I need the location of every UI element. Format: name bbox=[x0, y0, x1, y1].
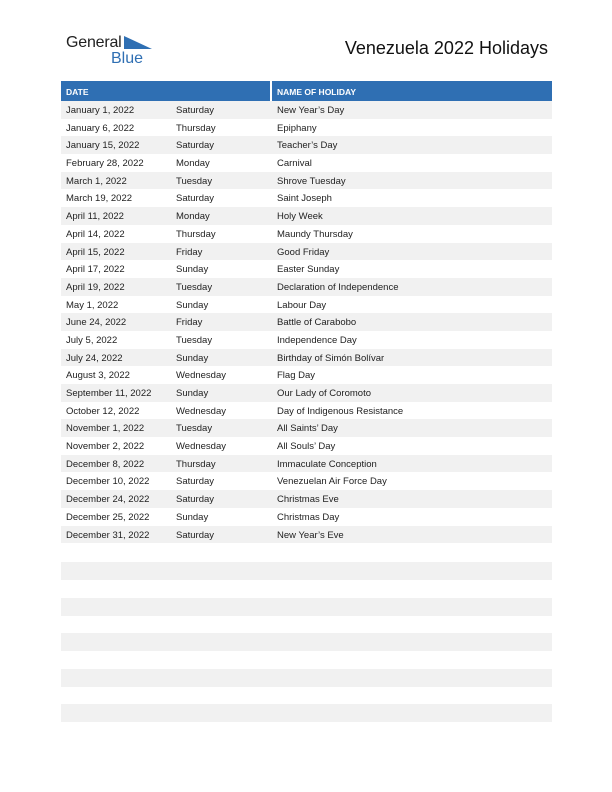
weekday-cell: Monday bbox=[176, 211, 210, 223]
weekday-cell: Tuesday bbox=[176, 423, 213, 435]
date-cell: November 1, 2022 bbox=[66, 423, 145, 435]
date-cell: December 10, 2022 bbox=[66, 476, 150, 488]
table-row bbox=[61, 207, 552, 225]
table-body bbox=[61, 101, 552, 543]
weekday-cell: Thursday bbox=[176, 458, 216, 470]
holiday-name-cell: Birthday of Simón Bolívar bbox=[277, 352, 385, 364]
weekday-cell: Tuesday bbox=[176, 281, 213, 293]
holiday-name-cell: Flag Day bbox=[277, 370, 316, 382]
holiday-name-cell: Saint Joseph bbox=[277, 193, 332, 205]
holiday-name-cell: All Souls’ Day bbox=[277, 441, 336, 453]
holiday-name-cell: Labour Day bbox=[277, 299, 327, 311]
table-row bbox=[61, 154, 552, 172]
holiday-name-cell: Teacher’s Day bbox=[277, 140, 338, 152]
holiday-name-cell: Maundy Thursday bbox=[277, 228, 353, 240]
weekday-cell: Sunday bbox=[176, 511, 209, 523]
table-row bbox=[61, 278, 552, 296]
holiday-name-cell: Venezuelan Air Force Day bbox=[277, 476, 387, 488]
date-cell: June 24, 2022 bbox=[66, 317, 127, 329]
table-row bbox=[61, 189, 552, 207]
weekday-cell: Monday bbox=[176, 158, 210, 170]
table-row bbox=[61, 331, 552, 349]
weekday-cell: Wednesday bbox=[176, 441, 226, 453]
holiday-name-cell: Holy Week bbox=[277, 211, 323, 223]
table-row bbox=[61, 172, 552, 190]
holiday-name-cell: Carnival bbox=[277, 158, 312, 170]
empty-row bbox=[61, 704, 552, 722]
table-row bbox=[61, 526, 552, 544]
date-cell: September 11, 2022 bbox=[66, 388, 152, 399]
date-cell: October 12, 2022 bbox=[66, 405, 140, 417]
table-row bbox=[61, 490, 552, 508]
table-row bbox=[61, 508, 552, 526]
date-cell: December 25, 2022 bbox=[66, 511, 150, 523]
weekday-cell: Saturday bbox=[176, 494, 215, 506]
date-cell: May 1, 2022 bbox=[66, 299, 119, 311]
logo bbox=[66, 34, 156, 68]
weekday-cell: Sunday bbox=[176, 299, 209, 311]
date-cell: April 14, 2022 bbox=[66, 228, 125, 240]
date-cell: March 19, 2022 bbox=[66, 193, 133, 205]
table-row bbox=[61, 419, 552, 437]
header-date: DATE bbox=[66, 87, 89, 97]
header-divider bbox=[270, 81, 272, 101]
weekday-cell: Saturday bbox=[176, 476, 215, 488]
holiday-name-cell: Christmas Day bbox=[277, 511, 340, 523]
table-row bbox=[61, 437, 552, 455]
date-cell: April 19, 2022 bbox=[66, 281, 125, 293]
table-row bbox=[61, 260, 552, 278]
weekday-cell: Tuesday bbox=[176, 334, 213, 346]
table-row bbox=[61, 296, 552, 314]
table-row bbox=[61, 243, 552, 261]
date-cell: April 15, 2022 bbox=[66, 246, 125, 258]
holiday-name-cell: Immaculate Conception bbox=[277, 458, 377, 470]
logo-word-general: General bbox=[66, 34, 122, 51]
holiday-name-cell: Battle of Carabobo bbox=[277, 317, 357, 329]
empty-row bbox=[61, 669, 552, 687]
table-row bbox=[61, 119, 552, 137]
holiday-name-cell: Good Friday bbox=[277, 246, 330, 258]
date-cell: July 24, 2022 bbox=[66, 352, 123, 364]
weekday-cell: Sunday bbox=[176, 352, 209, 364]
page-title: Venezuela 2022 Holidays bbox=[344, 38, 548, 58]
logo-triangle-icon bbox=[124, 36, 154, 50]
date-cell: April 11, 2022 bbox=[66, 211, 124, 223]
date-cell: January 15, 2022 bbox=[66, 140, 140, 152]
holiday-name-cell: New Year’s Day bbox=[277, 105, 345, 116]
empty-row bbox=[61, 633, 552, 651]
date-cell: December 8, 2022 bbox=[66, 458, 145, 470]
weekday-cell: Saturday bbox=[176, 105, 215, 116]
date-cell: February 28, 2022 bbox=[66, 158, 144, 170]
weekday-cell: Sunday bbox=[176, 264, 209, 276]
weekday-cell: Saturday bbox=[176, 529, 215, 541]
weekday-cell: Tuesday bbox=[176, 175, 213, 187]
holiday-name-cell: Shrove Tuesday bbox=[277, 175, 346, 187]
holiday-name-cell: Epiphany bbox=[277, 122, 317, 134]
logo-word-blue: Blue bbox=[111, 50, 144, 67]
holiday-name-cell: Our Lady of Coromoto bbox=[277, 388, 371, 399]
weekday-cell: Sunday bbox=[176, 388, 209, 399]
weekday-cell: Friday bbox=[176, 246, 203, 258]
holiday-name-cell: Day of Indigenous Resistance bbox=[277, 405, 404, 417]
holiday-name-cell: Independence Day bbox=[277, 334, 357, 346]
holiday-name-cell: Declaration of Independence bbox=[277, 281, 399, 293]
date-cell: December 31, 2022 bbox=[66, 529, 150, 541]
holiday-table bbox=[61, 81, 552, 543]
date-cell: January 1, 2022 bbox=[66, 105, 135, 116]
date-cell: December 24, 2022 bbox=[66, 494, 150, 506]
holiday-name-cell: Easter Sunday bbox=[277, 264, 340, 276]
table-row bbox=[61, 225, 552, 243]
empty-row bbox=[61, 598, 552, 616]
holiday-name-cell: All Saints’ Day bbox=[277, 423, 338, 435]
table-row bbox=[61, 384, 552, 402]
weekday-cell: Wednesday bbox=[176, 370, 226, 382]
date-cell: April 17, 2022 bbox=[66, 264, 125, 276]
weekday-cell: Friday bbox=[176, 317, 203, 329]
date-cell: July 5, 2022 bbox=[66, 334, 118, 346]
header-holiday-name: NAME OF HOLIDAY bbox=[277, 87, 357, 97]
date-cell: August 3, 2022 bbox=[66, 370, 130, 382]
holiday-name-cell: Christmas Eve bbox=[277, 494, 339, 506]
table-row bbox=[61, 349, 552, 367]
date-cell: March 1, 2022 bbox=[66, 175, 127, 187]
table-row bbox=[61, 101, 552, 119]
table-row bbox=[61, 402, 552, 420]
weekday-cell: Saturday bbox=[176, 140, 215, 152]
table-row bbox=[61, 136, 552, 154]
weekday-cell: Wednesday bbox=[176, 405, 226, 417]
table-row bbox=[61, 472, 552, 490]
table-row bbox=[61, 313, 552, 331]
weekday-cell: Thursday bbox=[176, 228, 216, 240]
weekday-cell: Saturday bbox=[176, 193, 215, 205]
date-cell: January 6, 2022 bbox=[66, 122, 135, 134]
table-header bbox=[61, 81, 552, 101]
holiday-name-cell: New Year’s Eve bbox=[277, 529, 344, 541]
table-row bbox=[61, 455, 552, 473]
weekday-cell: Thursday bbox=[176, 122, 216, 134]
empty-row bbox=[61, 562, 552, 580]
date-cell: November 2, 2022 bbox=[66, 441, 145, 453]
table-row bbox=[61, 366, 552, 384]
